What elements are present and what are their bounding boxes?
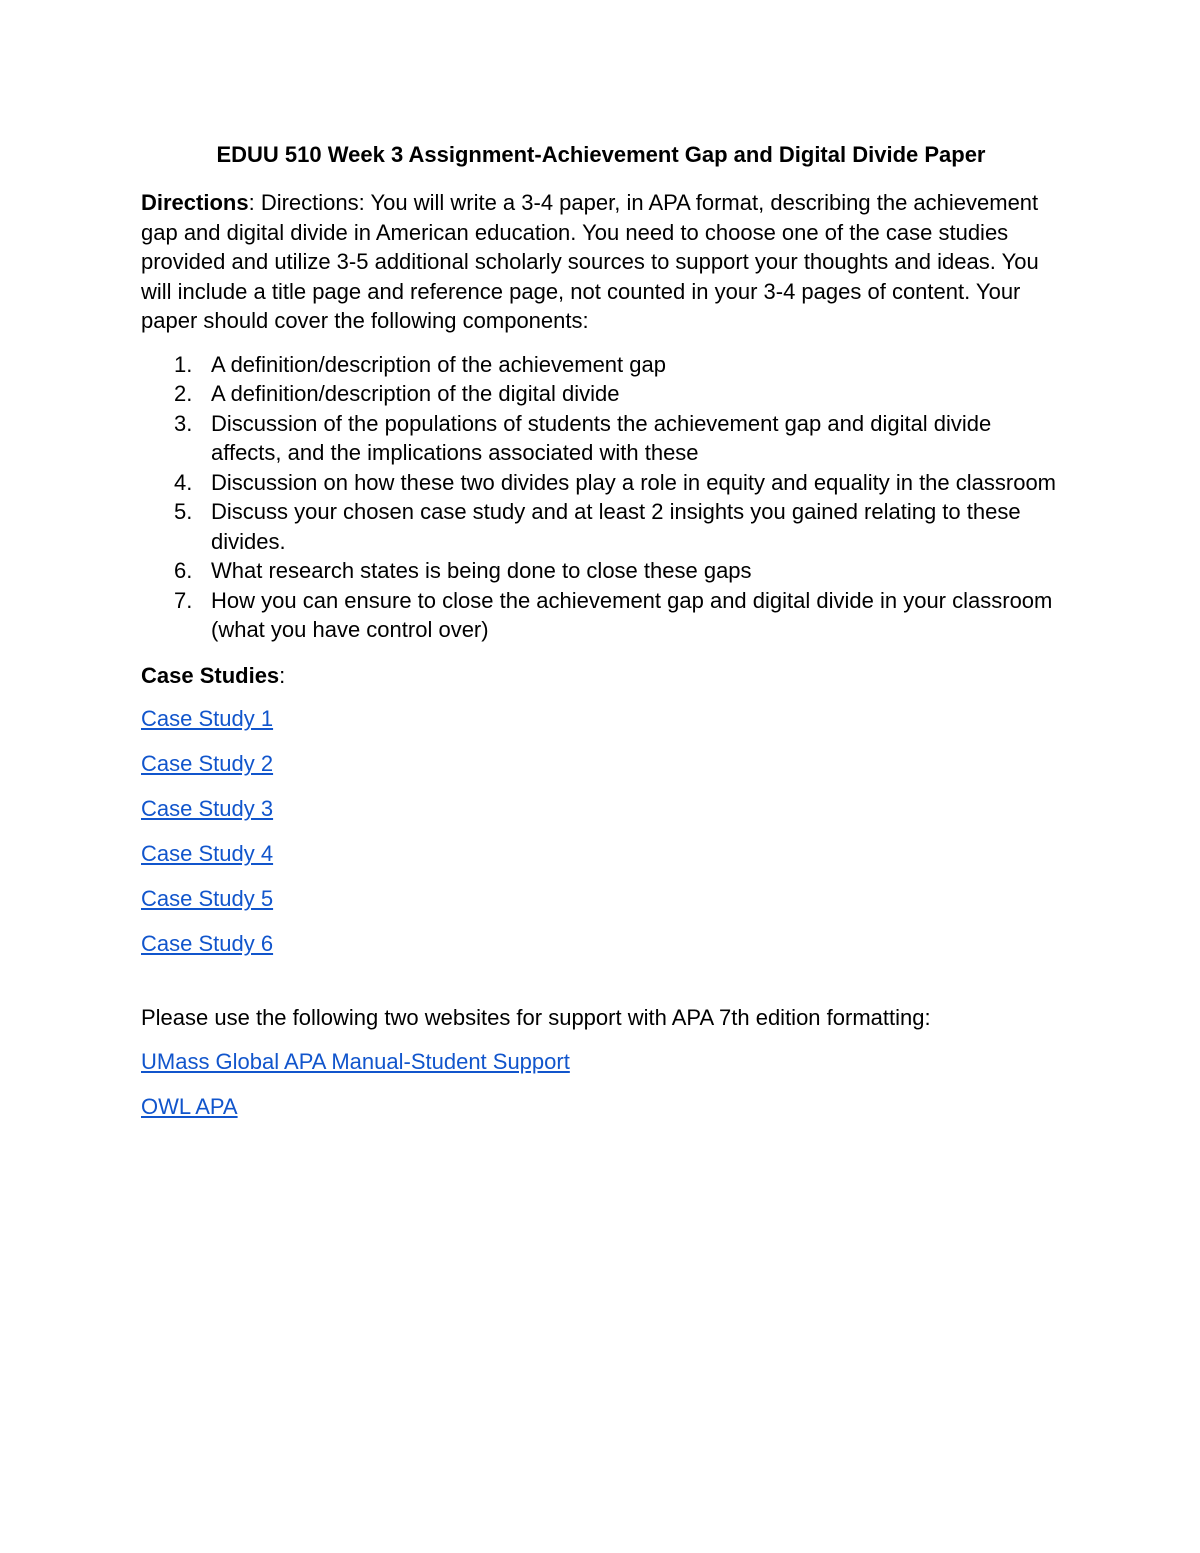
- case-study-link-5[interactable]: Case Study 5: [141, 886, 274, 911]
- case-studies-label: Case Studies: [141, 662, 280, 688]
- list-item-text: A definition/description of the achievement gap: [211, 351, 666, 377]
- list-item: [141, 409, 1061, 468]
- list-item-number: 1.: [174, 351, 193, 377]
- list-item-text: Discussion on how these two divides play a role in equity and equality in the classroom: [211, 469, 1057, 495]
- document-page: [141, 138, 1061, 1137]
- list-item-number: 7.: [174, 587, 193, 613]
- case-study-link-1[interactable]: Case Study 1: [141, 706, 274, 731]
- directions-label: Directions: [141, 190, 249, 215]
- case-study-link-3[interactable]: Case Study 3: [141, 796, 274, 821]
- case-study-link-6[interactable]: Case Study 6: [141, 931, 274, 956]
- directions-text: : Directions: You will write a 3-4 paper, in APA format, describing the achievement gap and digital divide in American education. You need to choose one of the case studies provided and utilize 3-5 additional scholarly sources to support your thoughts and ideas. You will include a title page and reference page, not counted in your 3-4 pages of content. Your paper should cover the following components:: [141, 190, 1039, 333]
- list-item-number: 3.: [174, 410, 193, 436]
- list-item: [141, 556, 1061, 586]
- list-item-number: 5.: [174, 499, 193, 524]
- list-item: [141, 350, 1061, 380]
- list-item-text: What research states is being done to close these gaps: [211, 558, 752, 583]
- support-link-row: [141, 1047, 1061, 1076]
- case-study-row: [141, 839, 1061, 868]
- blank-line: [141, 974, 1061, 1003]
- list-item-text: Discussion of the populations of students the achievement gap and digital divide affects, and the implications associated with these: [211, 410, 992, 465]
- list-item: [141, 379, 1061, 409]
- directions-paragraph: [141, 188, 1061, 336]
- case-studies-colon: :: [279, 662, 286, 688]
- umass-apa-manual-link[interactable]: UMass Global APA Manual-Student Support: [141, 1048, 570, 1074]
- list-item-number: 6.: [174, 558, 193, 583]
- case-study-link-4[interactable]: Case Study 4: [141, 841, 274, 866]
- case-studies-heading: [141, 661, 1061, 691]
- owl-apa-link[interactable]: OWL APA: [141, 1093, 238, 1119]
- document-title: EDUU 510 Week 3 Assignment-Achievement Gap and Digital Divide Paper: [216, 142, 986, 167]
- case-study-row: [141, 884, 1061, 913]
- case-study-row: [141, 749, 1061, 778]
- case-study-row: [141, 794, 1061, 823]
- support-link-row: [141, 1092, 1061, 1121]
- list-item-text: Discuss your chosen case study and at least 2 insights you gained relating to these divides.: [211, 499, 1021, 554]
- list-item-number: 4.: [174, 469, 193, 495]
- case-study-row: [141, 704, 1061, 733]
- case-study-row: [141, 929, 1061, 958]
- components-list: [141, 350, 1061, 645]
- list-item-number: 2.: [174, 381, 193, 406]
- list-item: [141, 468, 1061, 498]
- support-paragraph: Please use the following two websites for support with APA 7th edition formatting:: [141, 1005, 931, 1030]
- list-item: [141, 586, 1061, 645]
- list-item: [141, 497, 1061, 556]
- list-item-text: How you can ensure to close the achievement gap and digital divide in your classroom (what you have control over): [211, 587, 1053, 642]
- list-item-text: A definition/description of the digital divide: [211, 381, 620, 406]
- case-study-link-2[interactable]: Case Study 2: [141, 751, 274, 776]
